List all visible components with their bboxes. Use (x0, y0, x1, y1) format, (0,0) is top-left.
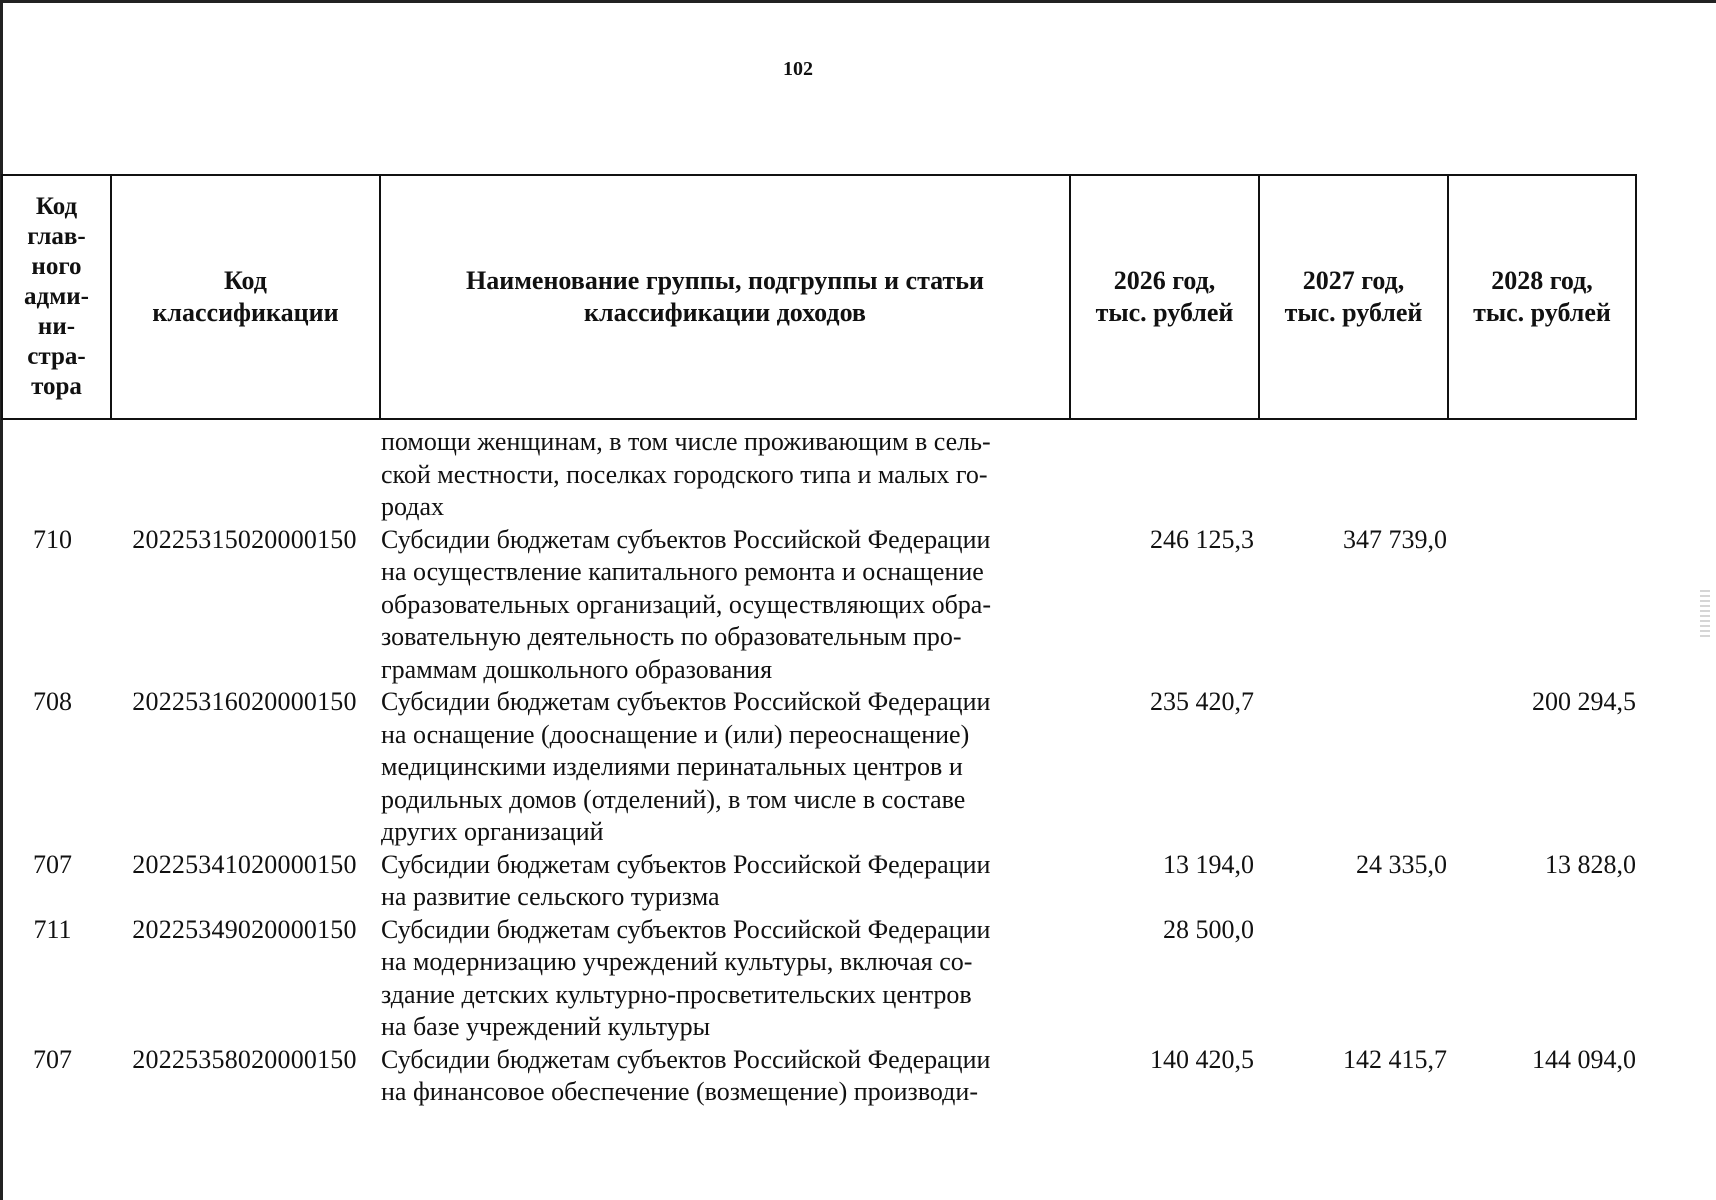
income-name-cell (379, 849, 1069, 914)
admin-code-cell: 711 (33, 914, 72, 944)
income-name-line: помощи женщинам, в том числе проживающим в сель- (381, 427, 991, 456)
income-name-cell (379, 686, 1069, 849)
amount-2027-cell: 347 739,0 (1343, 524, 1447, 554)
header-admin-code-line: глав- (27, 223, 86, 250)
classification-code-cell: 20225315020000150 (132, 524, 357, 554)
amount-2026-cell: 28 500,0 (1163, 914, 1254, 944)
amount-2028-cell (1447, 914, 1640, 1044)
classification-code-cell: 20225316020000150 (132, 687, 357, 716)
income-name-line: на модернизацию учреждений культуры, включая со- (381, 947, 973, 976)
admin-code-cell: 707 (33, 849, 72, 879)
header-2026-line: тыс. рублей (1095, 298, 1234, 327)
amount-2027-cell: 24 335,0 (1356, 849, 1447, 879)
income-name-line: родах (381, 492, 445, 521)
table-row (1, 849, 1641, 914)
amount-2026-cell: 140 420,5 (1150, 1044, 1254, 1074)
header-name (381, 176, 1071, 418)
table-row (1, 686, 1641, 849)
income-name-line: Субсидии бюджетам субъектов Российской Федерации (381, 1044, 991, 1074)
header-admin-code-line: тора (31, 373, 82, 400)
amount-2028-cell (1447, 524, 1640, 687)
header-admin-code-line: ного (31, 253, 82, 280)
table-row (1, 426, 1641, 524)
amount-2027-cell: 142 415,7 (1343, 1044, 1447, 1074)
income-name-line: на базе учреждений культуры (381, 1012, 711, 1041)
income-name-line: на финансовое обеспечение (возмещение) производи- (381, 1077, 978, 1106)
income-name-line: других организаций (381, 817, 604, 846)
income-name-cell (379, 1044, 1069, 1109)
income-name-line: на осуществление капитального ремонта и оснащение (381, 557, 984, 586)
amount-2026-cell: 235 420,7 (1150, 687, 1254, 716)
header-admin-code-line: стра- (27, 343, 86, 370)
header-class-code-line: Код (224, 266, 267, 295)
amount-2028-cell (1447, 426, 1640, 524)
header-2027-line: 2027 год, (1302, 266, 1405, 295)
scan-artifact (1700, 590, 1710, 640)
table-row (1, 524, 1641, 687)
income-name-line: родильных домов (отделений), в том числе в составе (381, 784, 966, 814)
amount-2026-cell: 13 194,0 (1163, 849, 1254, 879)
header-2028-line: тыс. рублей (1473, 298, 1611, 327)
amount-2026-cell (1069, 426, 1258, 524)
income-name-cell (379, 524, 1069, 687)
amount-2028-cell: 200 294,5 (1532, 687, 1636, 716)
amount-2028-cell: 144 094,0 (1532, 1044, 1636, 1074)
admin-code-cell: 708 (33, 687, 72, 716)
amount-2027-cell (1258, 914, 1447, 1044)
classification-code-cell: 20225358020000150 (132, 1044, 357, 1074)
classification-code-cell: 20225349020000150 (132, 914, 357, 944)
header-2027-line: тыс. рублей (1284, 298, 1423, 327)
income-name-line: зовательную деятельность по образовательным про- (381, 622, 962, 651)
header-class-code (112, 176, 381, 418)
header-admin-code-line: ни- (37, 313, 76, 340)
amount-2027-cell (1258, 686, 1447, 849)
header-admin-code-line: Код (35, 193, 78, 220)
header-name-line: Наименование группы, подгруппы и статьи (465, 266, 985, 295)
classification-code-cell (110, 426, 379, 524)
table-row (1, 914, 1641, 1044)
header-2026-line: 2026 год, (1113, 266, 1216, 295)
admin-code-cell: 710 (33, 524, 72, 554)
income-name-line: Субсидии бюджетам субъектов Российской Федерации (381, 687, 991, 716)
admin-code-cell (1, 426, 110, 524)
header-admin-code-line: адми- (24, 283, 89, 310)
header-admin-code (3, 176, 112, 418)
income-name-line: здание детских культурно-просветительских центров (381, 979, 972, 1009)
income-name-line: Субсидии бюджетам субъектов Российской Федерации (381, 524, 991, 554)
table-body (1, 426, 1641, 1109)
admin-code-cell: 707 (33, 1044, 72, 1074)
page-number: 102 (783, 58, 813, 80)
income-name-cell (379, 914, 1069, 1044)
income-name-line: Субсидии бюджетам субъектов Российской Федерации (381, 914, 991, 944)
income-name-line: образовательных организаций, осуществляющих обра- (381, 589, 991, 619)
classification-code-cell: 20225341020000150 (132, 849, 357, 879)
header-2027 (1260, 176, 1449, 418)
header-class-code-line: классификации (152, 298, 339, 327)
header-2028-line: 2028 год, (1491, 266, 1593, 295)
amount-2026-cell: 246 125,3 (1150, 524, 1254, 554)
header-2026 (1071, 176, 1260, 418)
amount-2027-cell (1258, 426, 1447, 524)
table-row (1, 1044, 1641, 1109)
page-top-border (0, 0, 1716, 3)
income-name-cell (379, 426, 1069, 524)
header-name-line: классификации доходов (584, 298, 866, 327)
income-name-line: на оснащение (дооснащение и (или) переоснащение) (381, 719, 970, 749)
amount-2028-cell: 13 828,0 (1545, 849, 1636, 879)
table-header (1, 174, 1637, 420)
income-name-line: граммам дошкольного образования (381, 654, 773, 684)
header-2028 (1449, 176, 1635, 418)
income-name-line: Субсидии бюджетам субъектов Российской Федерации (381, 849, 991, 879)
income-name-line: на развитие сельского туризма (381, 882, 720, 911)
income-name-line: медицинскими изделиями перинатальных центров и (381, 752, 963, 781)
income-name-line: ской местности, поселках городского типа и малых го- (381, 459, 988, 489)
